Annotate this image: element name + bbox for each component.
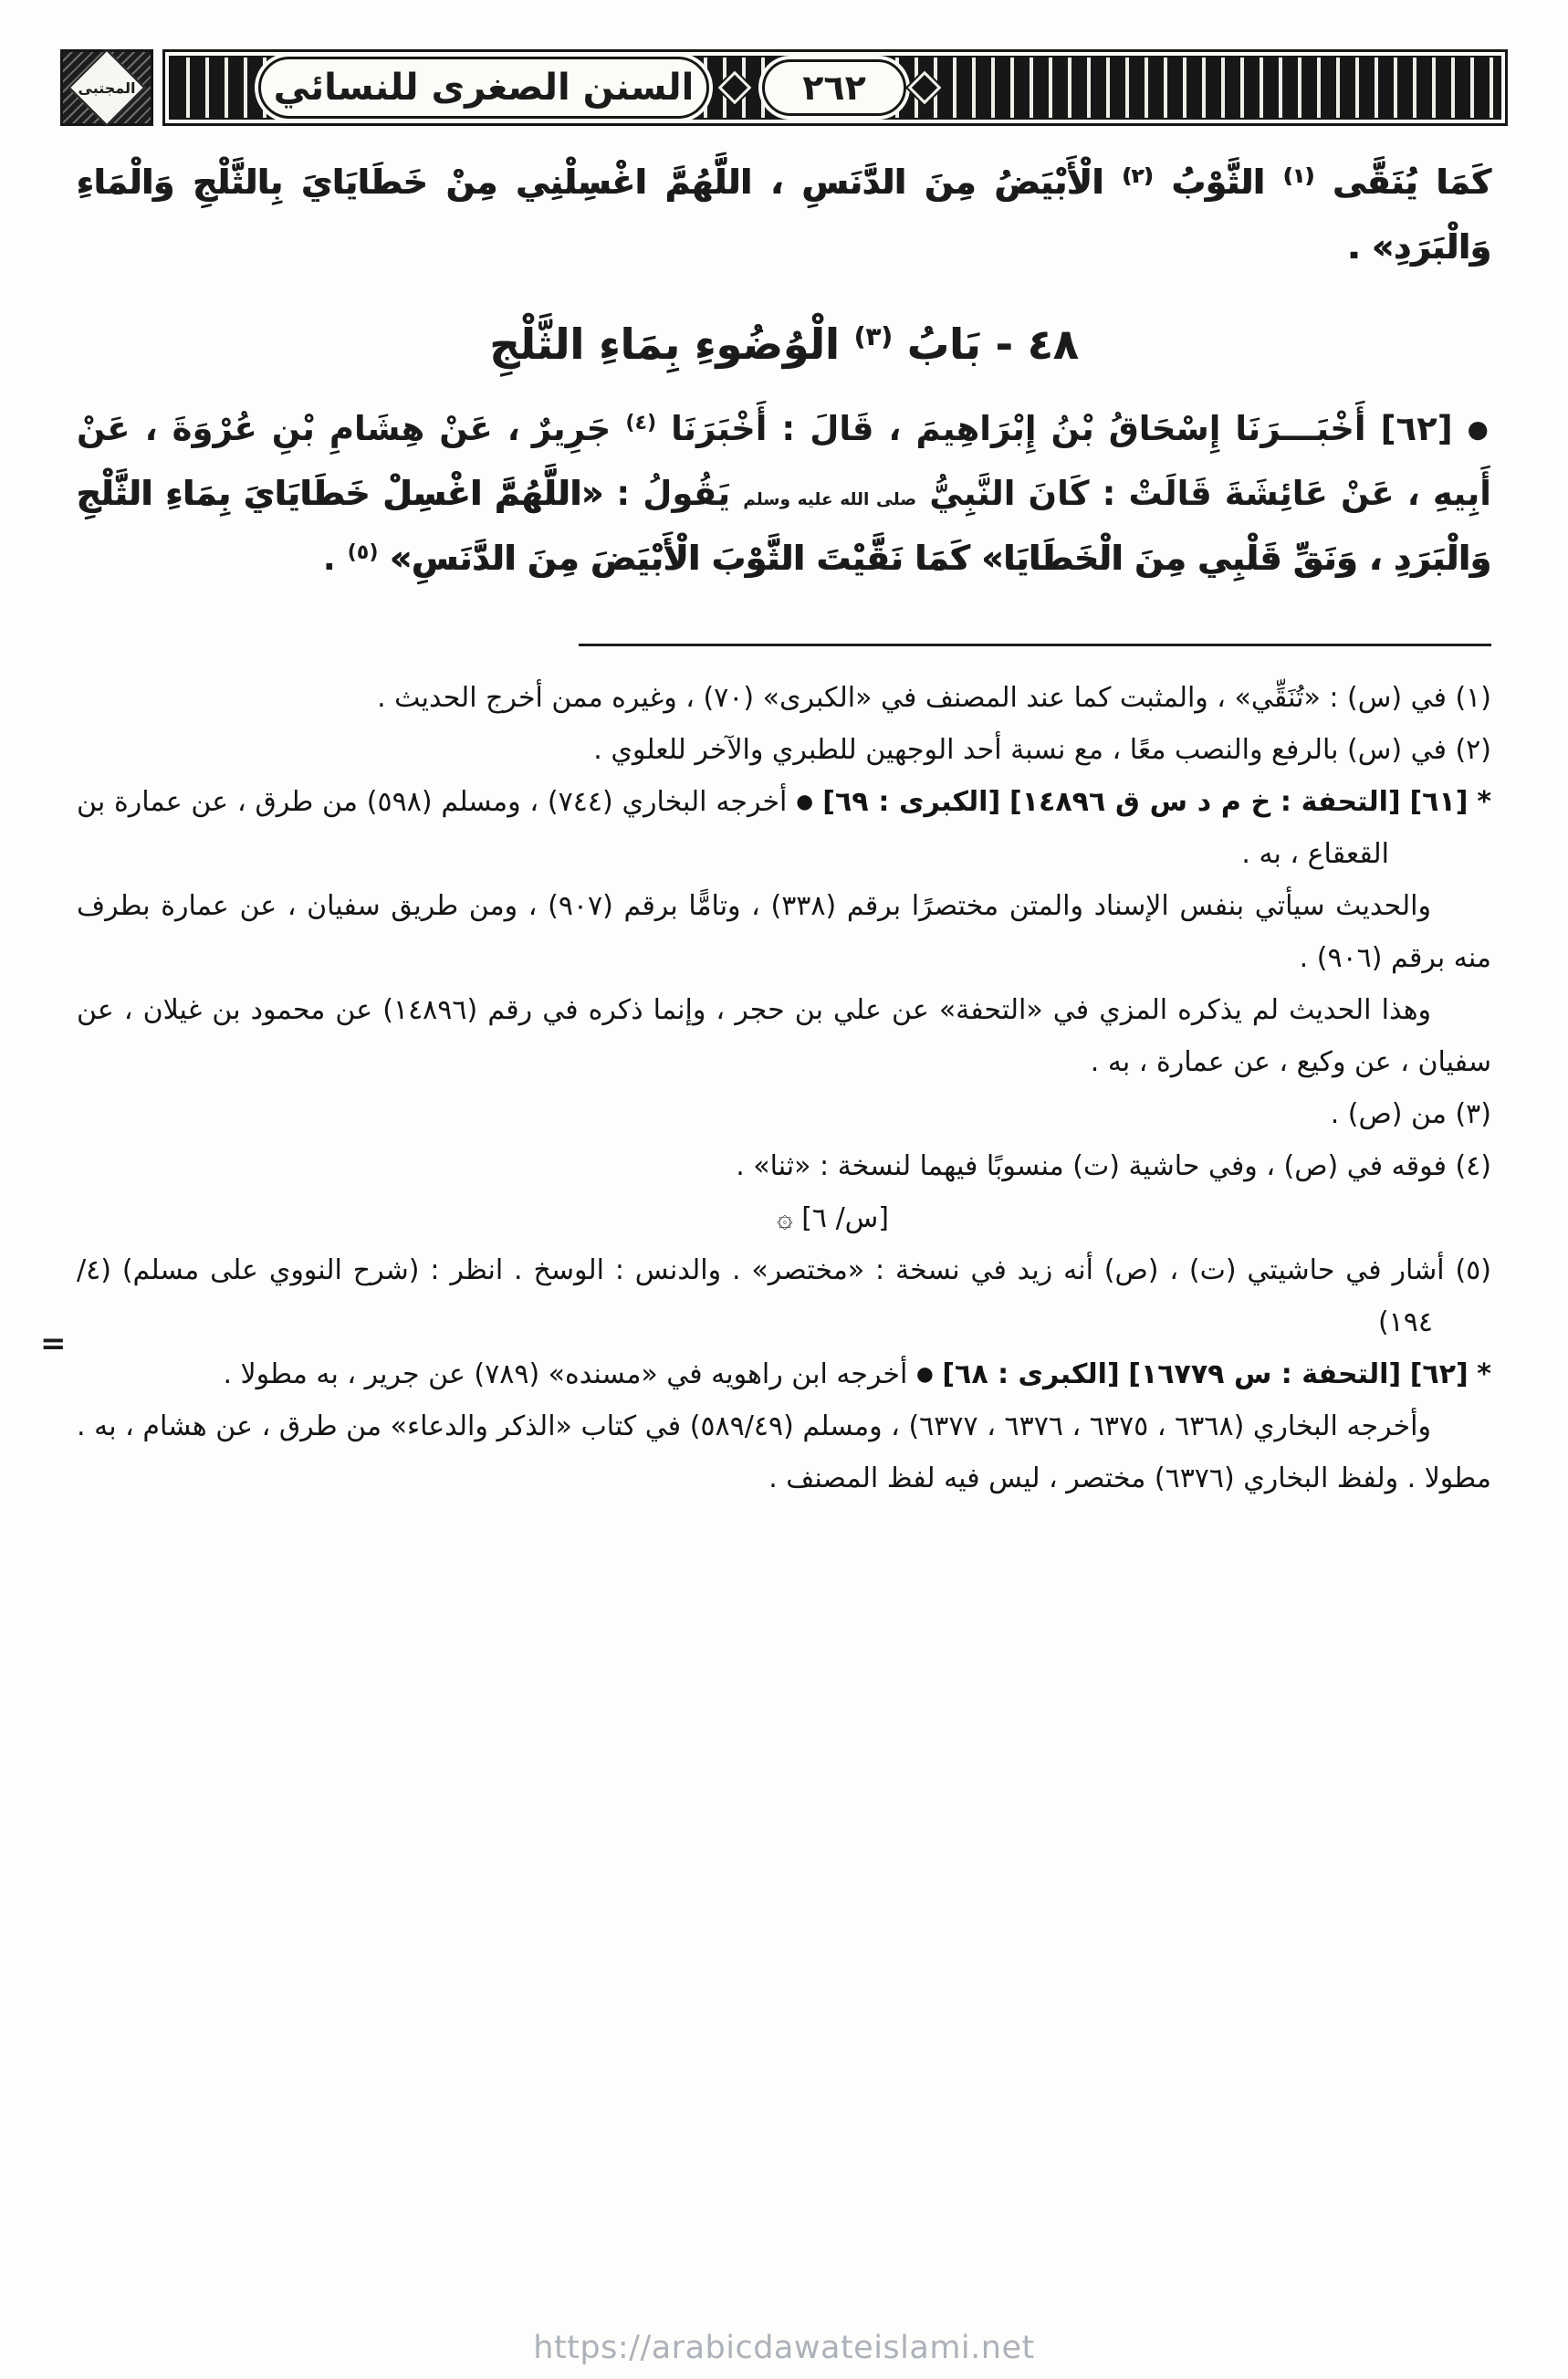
tuhfa-reference: [التحفة : خ م د س ق ١٤٨٩٦] (1009, 786, 1401, 819)
footnote-item: (٥) أشار في حاشيتي (ت) ، (ص) أنه زيد في نسخة : «مختصر» . والدنس : الوسخ . انظر : (شرح النووي على مسلم) (٤/ ١٩٤) (77, 1254, 1491, 1339)
footnotes-section (77, 672, 1491, 1504)
takhrij-text: أخرجه ابن راهويه في «مسنده» (٧٨٩) عن جرير ، به مطولا . (223, 1358, 908, 1391)
diamond-ornament-icon (722, 75, 747, 100)
footnote-ref-1: (١) (1283, 163, 1315, 188)
folio-text: [س/ ٦] (801, 1202, 889, 1235)
watermark-url: https://arabicdawateislami.net (533, 2330, 1035, 2366)
seal-diamond-ornament (68, 49, 146, 127)
footnote-hadith-number: [٦١] (1409, 786, 1469, 819)
chapter-number-and-bab: ٤٨ - بَابُ (906, 320, 1079, 370)
footnote-ref-4: (٤) (625, 410, 657, 435)
footnote-takhrij-item (77, 1348, 1491, 1400)
hadith-isnad: أَخْبَـــرَنَا إِسْحَاقُ بْنُ إِبْرَاهِيمَ ، قَالَ : أَخْبَرَنَا (671, 409, 1366, 449)
footnote-item: (٤) فوقه في (ص) ، وفي حاشية (ت) منسوبًا فيهما لنسخة : «ثنا» . (736, 1150, 1491, 1183)
hadith-matn: «اللَّهُمَّ اغْسِلْ خَطَايَايَ بِمَاءِ الثَّلْجِ وَالْبَرَدِ ، وَنَقِّ قَلْبِي مِنَ الْخَطَايَا» كَمَا نَقَّيْتَ الثَّوْبَ الْأَبْيَضَ مِنَ الدَّنَسِ» (77, 474, 1491, 579)
page-number: ٢٦٢ (802, 68, 866, 108)
hadith-paragraph (77, 396, 1491, 591)
opening-text: الْأَبْيَضُ مِنَ الدَّنَسِ ، اللَّهُمَّ اغْسِلْنِي مِنْ خَطَايَايَ بِالثَّلْجِ وَالْمَاءِ وَالْبَرَدِ» . (77, 162, 1491, 267)
chapter-title: الْوُضُوءِ بِمَاءِ الثَّلْجِ (489, 320, 840, 370)
title-cartouche (258, 57, 709, 119)
footnote-ref-3: (٣) (853, 320, 893, 351)
opening-paragraph (77, 150, 1491, 279)
publisher-seal (60, 49, 153, 126)
footnote-hadith-number: [٦٢] (1409, 1358, 1469, 1391)
footnote-item: (١) في (س) : «تُنَقِّي» ، والمثبت كما عند المصنف في «الكبرى» (٧٠) ، وغيره ممن أخرج الحديث . (377, 682, 1491, 715)
rub-el-hizb-icon: ۞ (777, 1202, 793, 1235)
takmila-star-marker: * (1477, 786, 1492, 819)
page-number-cartouche (762, 59, 906, 116)
footnote-item: وأخرجه البخاري (٦٣٦٨ ، ٦٣٧٥ ، ٦٣٧٦ ، ٦٣٧٧) ، ومسلم (٥٨٩/٤٩) في كتاب «الذكر والدعاء» من طرق ، عن هشام ، به . مطولا . ولفظ البخاري (٦٣٧٦) مختصر ، ليس فيه لفظ المصنف . (77, 1410, 1491, 1495)
diamond-ornament-icon (912, 75, 937, 100)
footnote-separator (579, 644, 1491, 646)
footnote-ref-5: (٥) (347, 540, 379, 564)
hadith-bullet-icon: ● (1467, 415, 1491, 445)
hadith-isnad: يَقُولُ : (616, 474, 731, 514)
takhrij-bullet-icon: ● (915, 1363, 934, 1387)
takhrij-bullet-icon: ● (796, 791, 814, 814)
takmila-star-marker: * (1477, 1358, 1491, 1391)
footnote-item: (٢) في (س) بالرفع والنصب معًا ، مع نسبة أحد الوجهين للطبري والآخر للعلوي . (593, 734, 1491, 767)
header-band-frame (162, 49, 1508, 126)
page-body (77, 135, 1491, 1504)
page-header (60, 49, 1508, 126)
folio-marker (77, 1192, 1491, 1244)
opening-text: الثَّوْبُ (1171, 162, 1265, 202)
kubra-reference: [الكبرى : ٦٨] (942, 1358, 1120, 1391)
hadith-end-period: . (322, 539, 336, 579)
hadith-isnad: جَرِيرٌ ، عَنْ هِشَامِ بْنِ عُرْوَةَ ، عَنْ أَبِيهِ ، عَنْ عَائِشَةَ قَالَتْ : كَانَ النَّبِيُّ (77, 409, 1491, 514)
footnote-item: وهذا الحديث لم يذكره المزي في «التحفة» عن علي بن حجر ، وإنما ذكره في رقم (١٤٨٩٦) عن محمود بن غيلان ، عن سفيان ، عن وكيع ، عن عمارة ، به . (77, 994, 1491, 1079)
takhrij-text: أخرجه البخاري (٧٤٤) ، ومسلم (٥٩٨) من طرق ، عن عمارة بن القعقاع ، به . (77, 786, 1389, 871)
seal-label: المجتبى (78, 79, 136, 97)
footnote-ref-2: (٢) (1122, 163, 1154, 188)
opening-text: كَمَا يُنَقَّى (1333, 162, 1491, 202)
chapter-heading (77, 320, 1491, 369)
salawat-ligature: صلى الله عليه وسلم (743, 490, 917, 510)
hadith-number: [٦٢] (1380, 409, 1453, 449)
continuation-mark: = (40, 1326, 67, 1362)
footnote-takhrij-item (77, 776, 1491, 880)
tuhfa-reference: [التحفة : س ١٦٧٧٩] (1128, 1358, 1402, 1391)
footnote-item: والحديث سيأتي بنفس الإسناد والمتن مختصرًا برقم (٣٣٨) ، وتامًّا برقم (٩٠٧) ، ومن طريق سفيان ، عن عمارة بطرف منه برقم (٩٠٦) . (77, 890, 1491, 975)
book-title: السنن الصغرى للنسائي (273, 67, 695, 109)
header-band-pattern (169, 56, 1501, 120)
footnote-item: (٣) من (ص) . (1330, 1098, 1491, 1131)
kubra-reference: [الكبرى : ٦٩] (822, 786, 1001, 819)
